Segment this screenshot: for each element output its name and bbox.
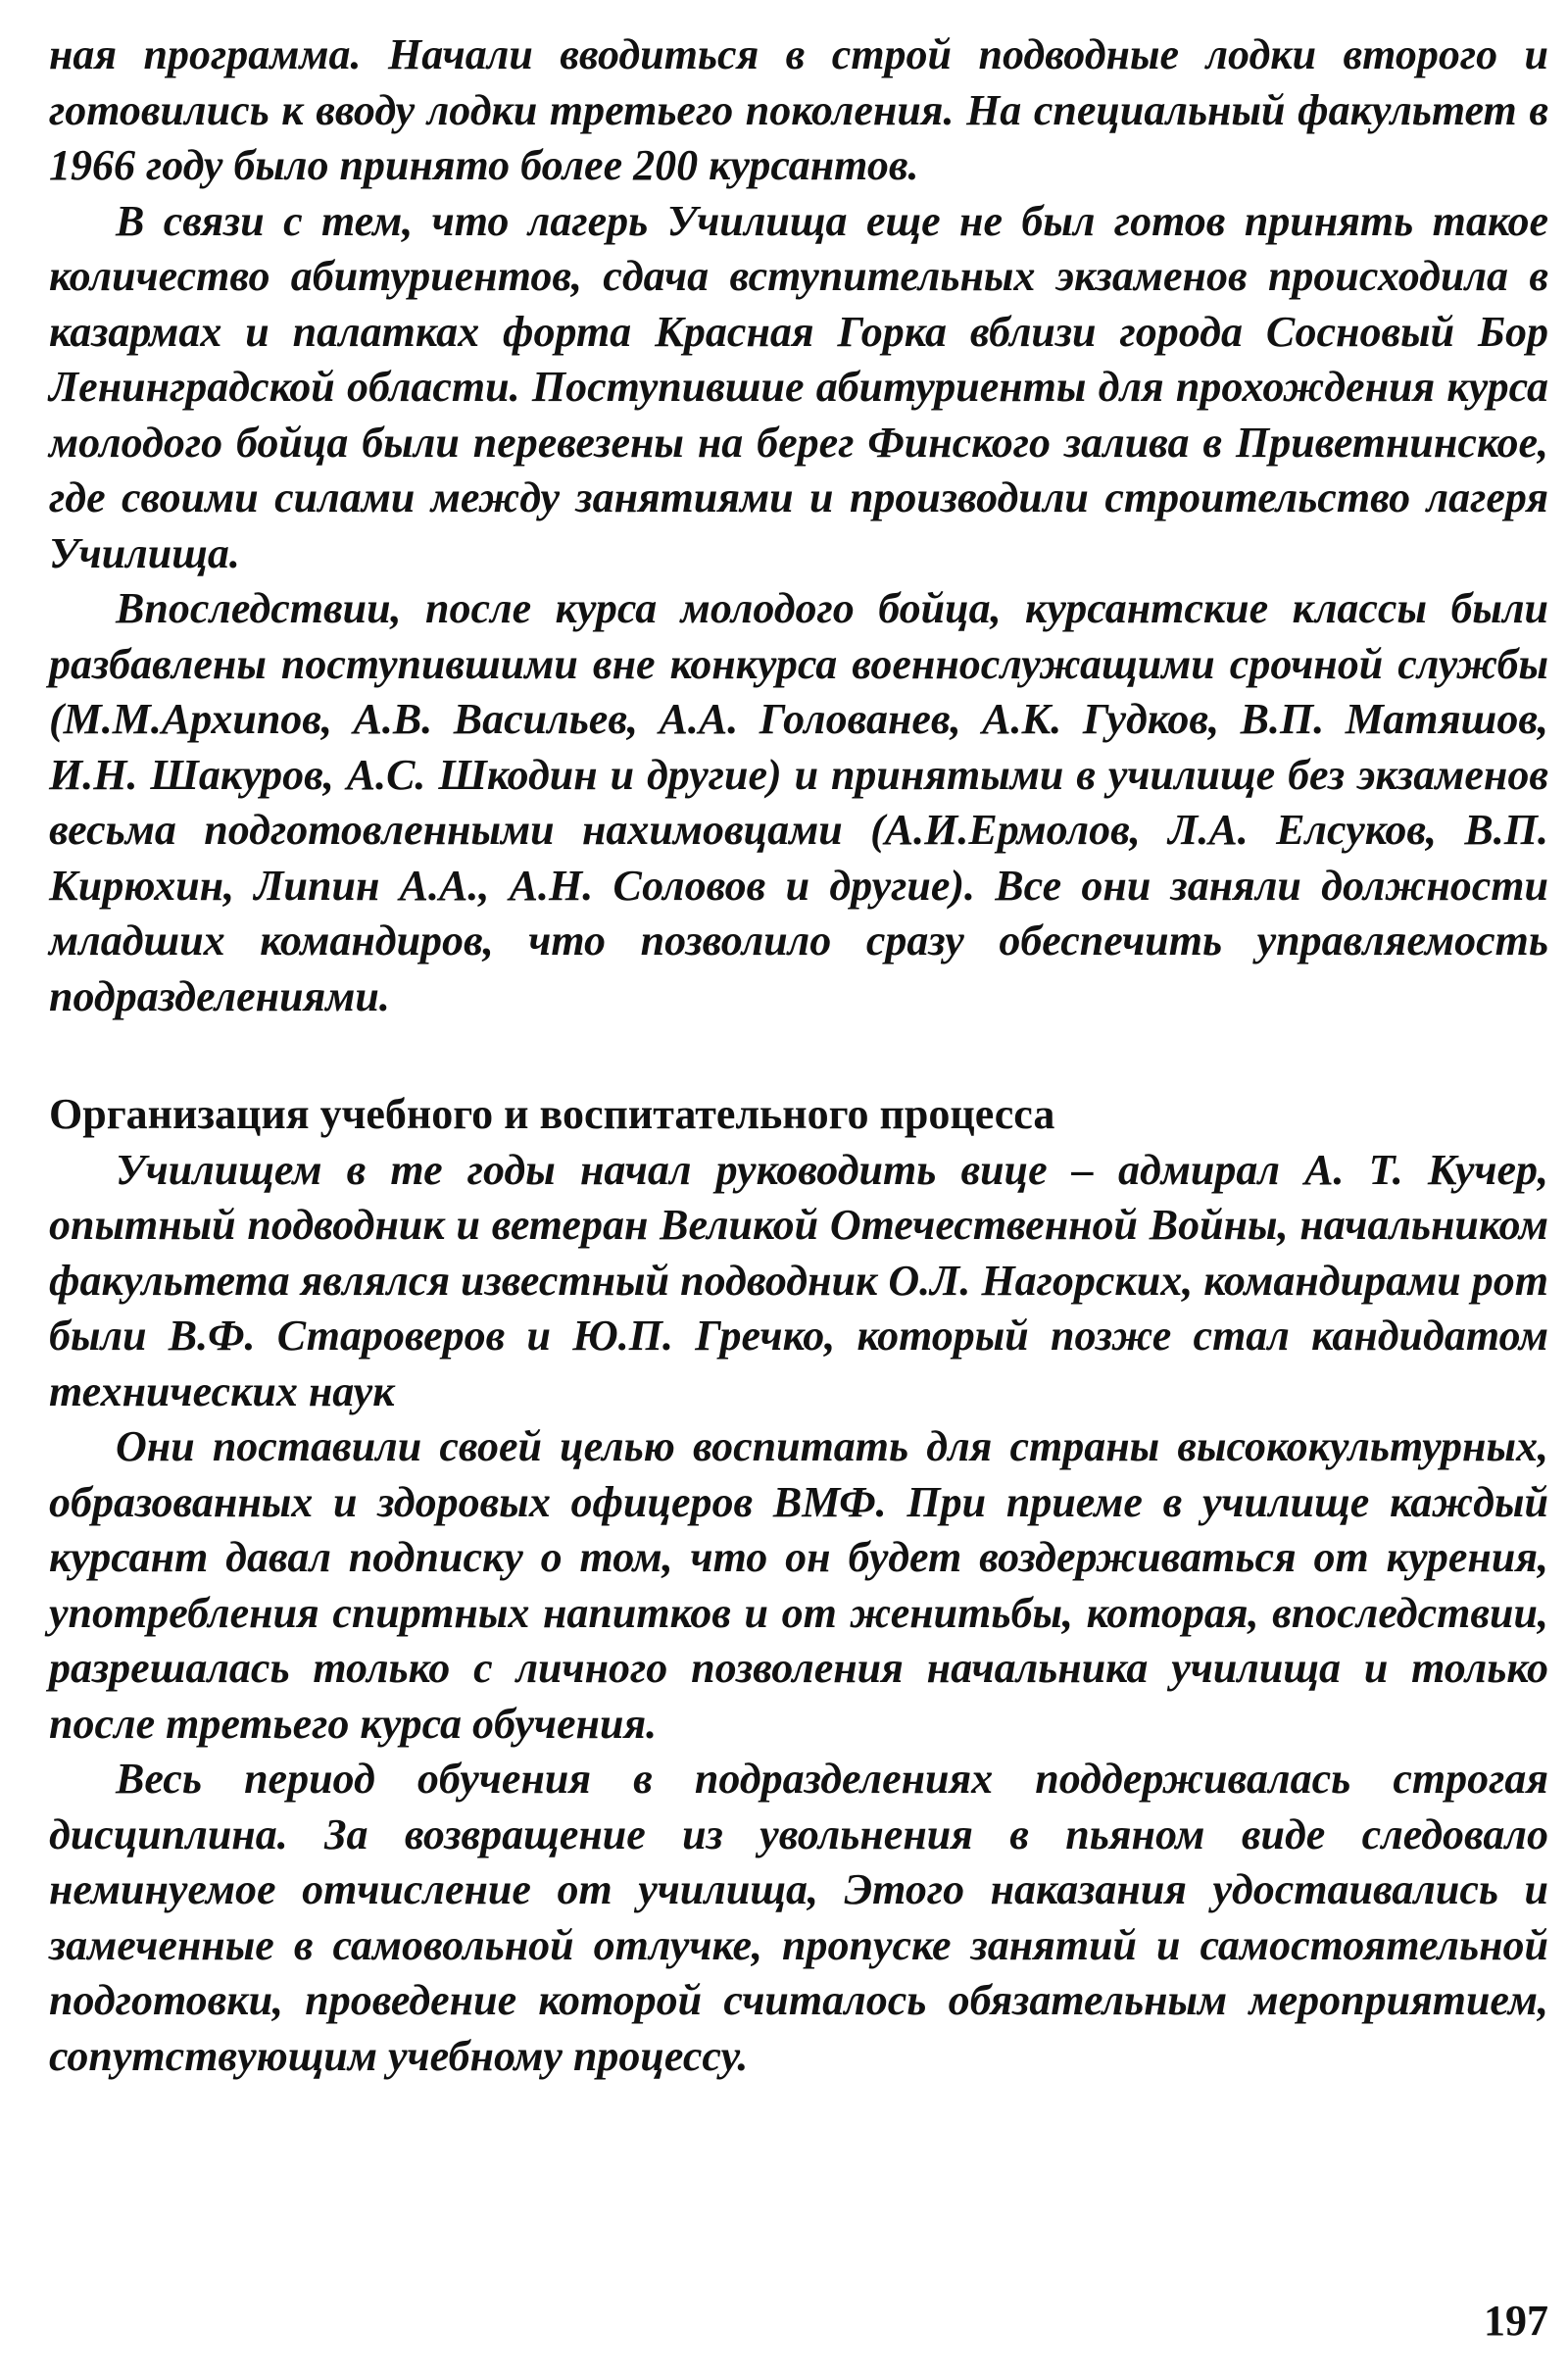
page-number: 197: [1484, 2297, 1548, 2345]
paragraph-junior-commanders: Впоследствии, после курса молодого бойца, курсантские классы были разбавлены поступившими вне конкурса военнослужащими срочной службы (М.М.Архипов, А.В. Васильев, А.А. Голованев, А.К. Гудков, В.П. Матяшов, И.Н. Шакуров, А.С. Шкодин и другие) и принятыми в училище без экзаменов весьма подготовленными нахимовцами (А.И.Ермолов, Л.А. Елсуков, В.П. Кирюхин, Липин А.А., А.Н. Соловов и другие). Все они заняли должности младших командиров, что позволило сразу обеспечить управляемость подразделениями.: [49, 584, 1548, 1020]
paragraph-leadership: Училищем в те годы начал руководить вице – адмирал А. Т. Кучер, опытный подводник и ветеран Великой Отечественной Войны, начальником факультета являлся известный подводник О.Л. Нагорских, командирами рот были В.Ф. Староверов и Ю.П. Гречко, который позже стал кандидатом технических наук: [49, 1145, 1548, 1415]
paragraph-entrance-exams: В связи с тем, что лагерь Училища еще не был готов принять такое количество абитуриентов, сдача вступительных экзаменов происходила в казармах и палатках форта Красная Горка вблизи города Сосновый Бор Ленинградской области. Поступившие абитуриенты для прохождения курса молодого бойца были перевезены на берег Финского залива в Приветнинское, где своими силами между занятиями и производили строительство лагеря Училища.: [49, 196, 1548, 577]
paragraph-education-goals: Они поставили своей целью воспитать для страны высококультурных, образованных и здоровых офицеров ВМФ. При приеме в училище каждый курсант давал подписку о том, что он будет воздерживаться от курения, употребления спиртных напитков и от женитьбы, которая, впоследствии, разрешалась только с личного позволения начальника училища и только после третьего курса обучения.: [49, 1422, 1548, 1748]
paragraph-discipline: Весь период обучения в подразделениях поддерживалась строгая дисциплина. За возвращение из увольнения в пьяном виде следовало неминуемое отчисление от училища, Этого наказания удостаивались и замеченные в самовольной отлучке, пропуске занятий и самостоятельной подготовки, проведение которой считалось обязательным мероприятием, сопутствующим учебному процессу.: [49, 1755, 1548, 2080]
page-content: [49, 27, 1548, 2084]
section-heading: Организация учебного и воспитательного процесса: [49, 1090, 1055, 1138]
paragraph-continuation: ная программа. Начали вводиться в строй подводные лодки второго и готовились к вводу лодки третьего поколения. На специальный факультет в 1966 году было принято более 200 курсантов.: [49, 30, 1548, 189]
